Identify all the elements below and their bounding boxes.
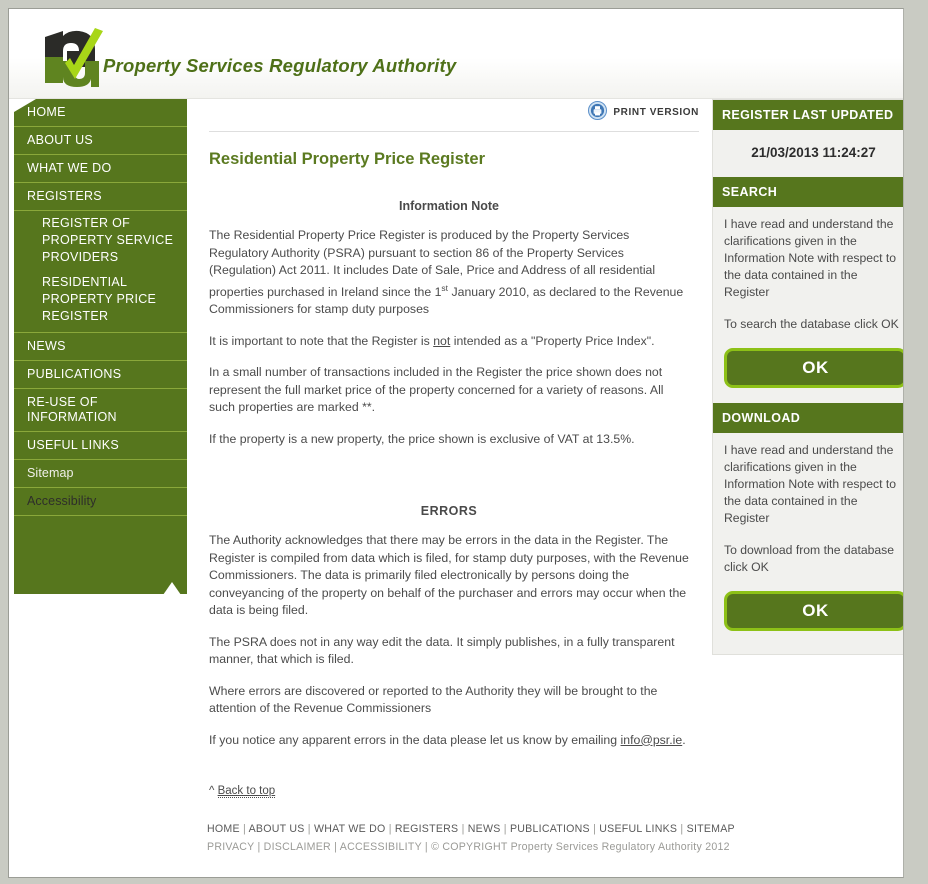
sidebar-item-what-we-do[interactable]: WHAT WE DO [14, 155, 187, 183]
footer-link-home[interactable]: HOME [207, 823, 240, 835]
info-p1-text-b: January 2010, as declared to the Revenue Commissioners for stamp duty purposes [209, 284, 684, 317]
footer-link-privacy[interactable]: PRIVACY [207, 841, 255, 853]
sidebar-item-about-us[interactable]: ABOUT US [14, 127, 187, 155]
download-panel-body [713, 433, 903, 646]
sidebar-item-publications[interactable]: PUBLICATIONS [14, 361, 187, 389]
print-version-row [199, 99, 699, 127]
footer-link-useful-links[interactable]: USEFUL LINKS [599, 823, 678, 835]
printer-icon [588, 101, 607, 123]
sidebar-item-home[interactable]: HOME [14, 99, 187, 127]
errors-p4-text-a: If you notice any apparent errors in the data please let us know by emailing [209, 732, 621, 747]
download-header: DOWNLOAD [713, 403, 903, 433]
errors-paragraph-4 [209, 732, 689, 750]
footer-link-publications[interactable]: PUBLICATIONS [509, 823, 590, 835]
support-email-link[interactable]: info@psr.ie [620, 732, 683, 747]
footer-link-about-us[interactable]: ABOUT US [248, 823, 305, 835]
footer-link-registers[interactable]: REGISTERS [394, 823, 459, 835]
info-paragraph-3: In a small number of transactions included in the Register the price shown does not represent the full market price of the property concerned for a variety of reasons. All such properties are marked **. [209, 365, 664, 415]
footer-separator: | [589, 823, 600, 835]
footer-primary-links [207, 820, 903, 838]
footer-link-news[interactable]: NEWS [467, 823, 501, 835]
site-header [9, 9, 903, 99]
errors-paragraph-2: The PSRA does not in any way edit the data. It simply publishes, in a fully transparent manner, that which is filed. [209, 634, 675, 667]
info-paragraph-2 [209, 333, 689, 351]
download-ok-button[interactable]: OK [724, 591, 903, 631]
sidebar-item-news[interactable]: NEWS [14, 333, 187, 361]
footer-separator: | [330, 841, 340, 853]
main-navigation [14, 99, 187, 594]
footer-link-accessibility[interactable]: ACCESSIBILITY [339, 841, 422, 853]
main-content [199, 99, 699, 797]
back-to-top-caret-icon: ^ [209, 785, 215, 798]
footer-link-what-we-do[interactable]: WHAT WE DO [313, 823, 386, 835]
footer-secondary-links [207, 838, 903, 856]
search-disclaimer-text: I have read and understand the clarifications given in the Information Note with respect to the data contained in the Register [724, 217, 897, 299]
footer-separator: | [304, 823, 314, 835]
footer-separator: | [500, 823, 510, 835]
info-p1-text-a: The Residential Property Price Register is produced by the Property Services Regulatory Authority (PSRA) pursuant to section 86 of the Property Services (Regulation) Act 2011. It includes Date of Sale, Price and Address of all residential properties purchased in Ireland since the 1 [209, 228, 656, 299]
footer-separator: | [458, 823, 468, 835]
sidebar-item-re-use-of-information[interactable]: RE-USE OF INFORMATION [14, 389, 187, 432]
register-last-updated-header: REGISTER LAST UPDATED [713, 100, 903, 130]
footer-separator: | [677, 823, 687, 835]
search-panel-body [713, 207, 903, 403]
download-disclaimer-text: I have read and understand the clarifications given in the Information Note with respect to the data contained in the Register [724, 443, 897, 525]
footer-separator: | [254, 841, 264, 853]
search-instruction-text: To search the database click OK [724, 317, 899, 331]
nav-notch-bottom-decoration [163, 582, 181, 595]
info-paragraph-4: If the property is a new property, the price shown is exclusive of VAT at 13.5%. [209, 431, 635, 446]
register-last-updated-value: 21/03/2013 11:24:27 [713, 130, 903, 177]
download-instruction-text: To download from the database click OK [724, 543, 895, 574]
info-paragraph-1 [209, 227, 689, 319]
sidebar-item-residential-property-price-register[interactable]: RESIDENTIAL PROPERTY PRICE REGISTER [14, 270, 187, 333]
content-divider [209, 131, 699, 132]
info-p2-emphasis: not [433, 333, 451, 348]
psra-logo-icon[interactable] [37, 21, 111, 93]
footer-link-disclaimer[interactable]: DISCLAIMER [263, 841, 331, 853]
site-title: Property Services Regulatory Authority [103, 55, 457, 76]
sidebar-item-register-of-property-service-providers[interactable]: REGISTER OF PROPERTY SERVICE PROVIDERS [42, 216, 174, 264]
errors-paragraph-3: Where errors are discovered or reported to the Authority they will be brought to the attention of the Revenue Commissioners [209, 683, 658, 716]
footer-separator: | [239, 823, 249, 835]
footer-link-sitemap[interactable]: SITEMAP [686, 823, 735, 835]
footer-separator: | [421, 841, 432, 853]
page-frame [8, 8, 904, 878]
page-title: Residential Property Price Register [209, 150, 486, 168]
sidebar-item-sitemap[interactable]: Sitemap [14, 460, 187, 488]
footer-separator: | [385, 823, 395, 835]
errors-heading: ERRORS [420, 504, 478, 519]
errors-paragraph-1: The Authority acknowledges that there may be errors in the data in the Register. The Register is compiled from data which is filed, for stamp duty purposes, with the Revenue Commissioners. The data is primarily filed electronically by persons doing the conveyancing of the property on behalf of the purchaser and errors may occur when the data is being filed. [209, 533, 689, 618]
information-note-heading: Information Note [399, 199, 499, 213]
back-to-top-link[interactable]: Back to top [217, 785, 276, 798]
sidebar-item-accessibility[interactable]: Accessibility [14, 488, 187, 516]
sidebar-item-useful-links[interactable]: USEFUL LINKS [14, 432, 187, 460]
page-body [9, 99, 903, 814]
page-canvas [9, 9, 903, 877]
print-version-label: PRINT VERSION [613, 106, 699, 118]
back-to-top-row [209, 785, 699, 797]
print-version-button[interactable] [588, 101, 699, 123]
search-ok-button[interactable]: OK [724, 348, 903, 388]
errors-p4-text-b: . [682, 732, 686, 747]
sidebar-item-registers[interactable]: REGISTERS [14, 183, 187, 211]
right-sidebar [712, 99, 903, 655]
info-p1-superscript: st [441, 282, 449, 293]
info-p2-text-b: intended as a "Property Price Index". [450, 333, 655, 348]
search-header: SEARCH [713, 177, 903, 207]
site-footer [9, 814, 903, 856]
footer-copyright: © COPYRIGHT Property Services Regulatory Authority 2012 [431, 841, 730, 853]
info-p2-text-a: It is important to note that the Register is [209, 333, 434, 348]
